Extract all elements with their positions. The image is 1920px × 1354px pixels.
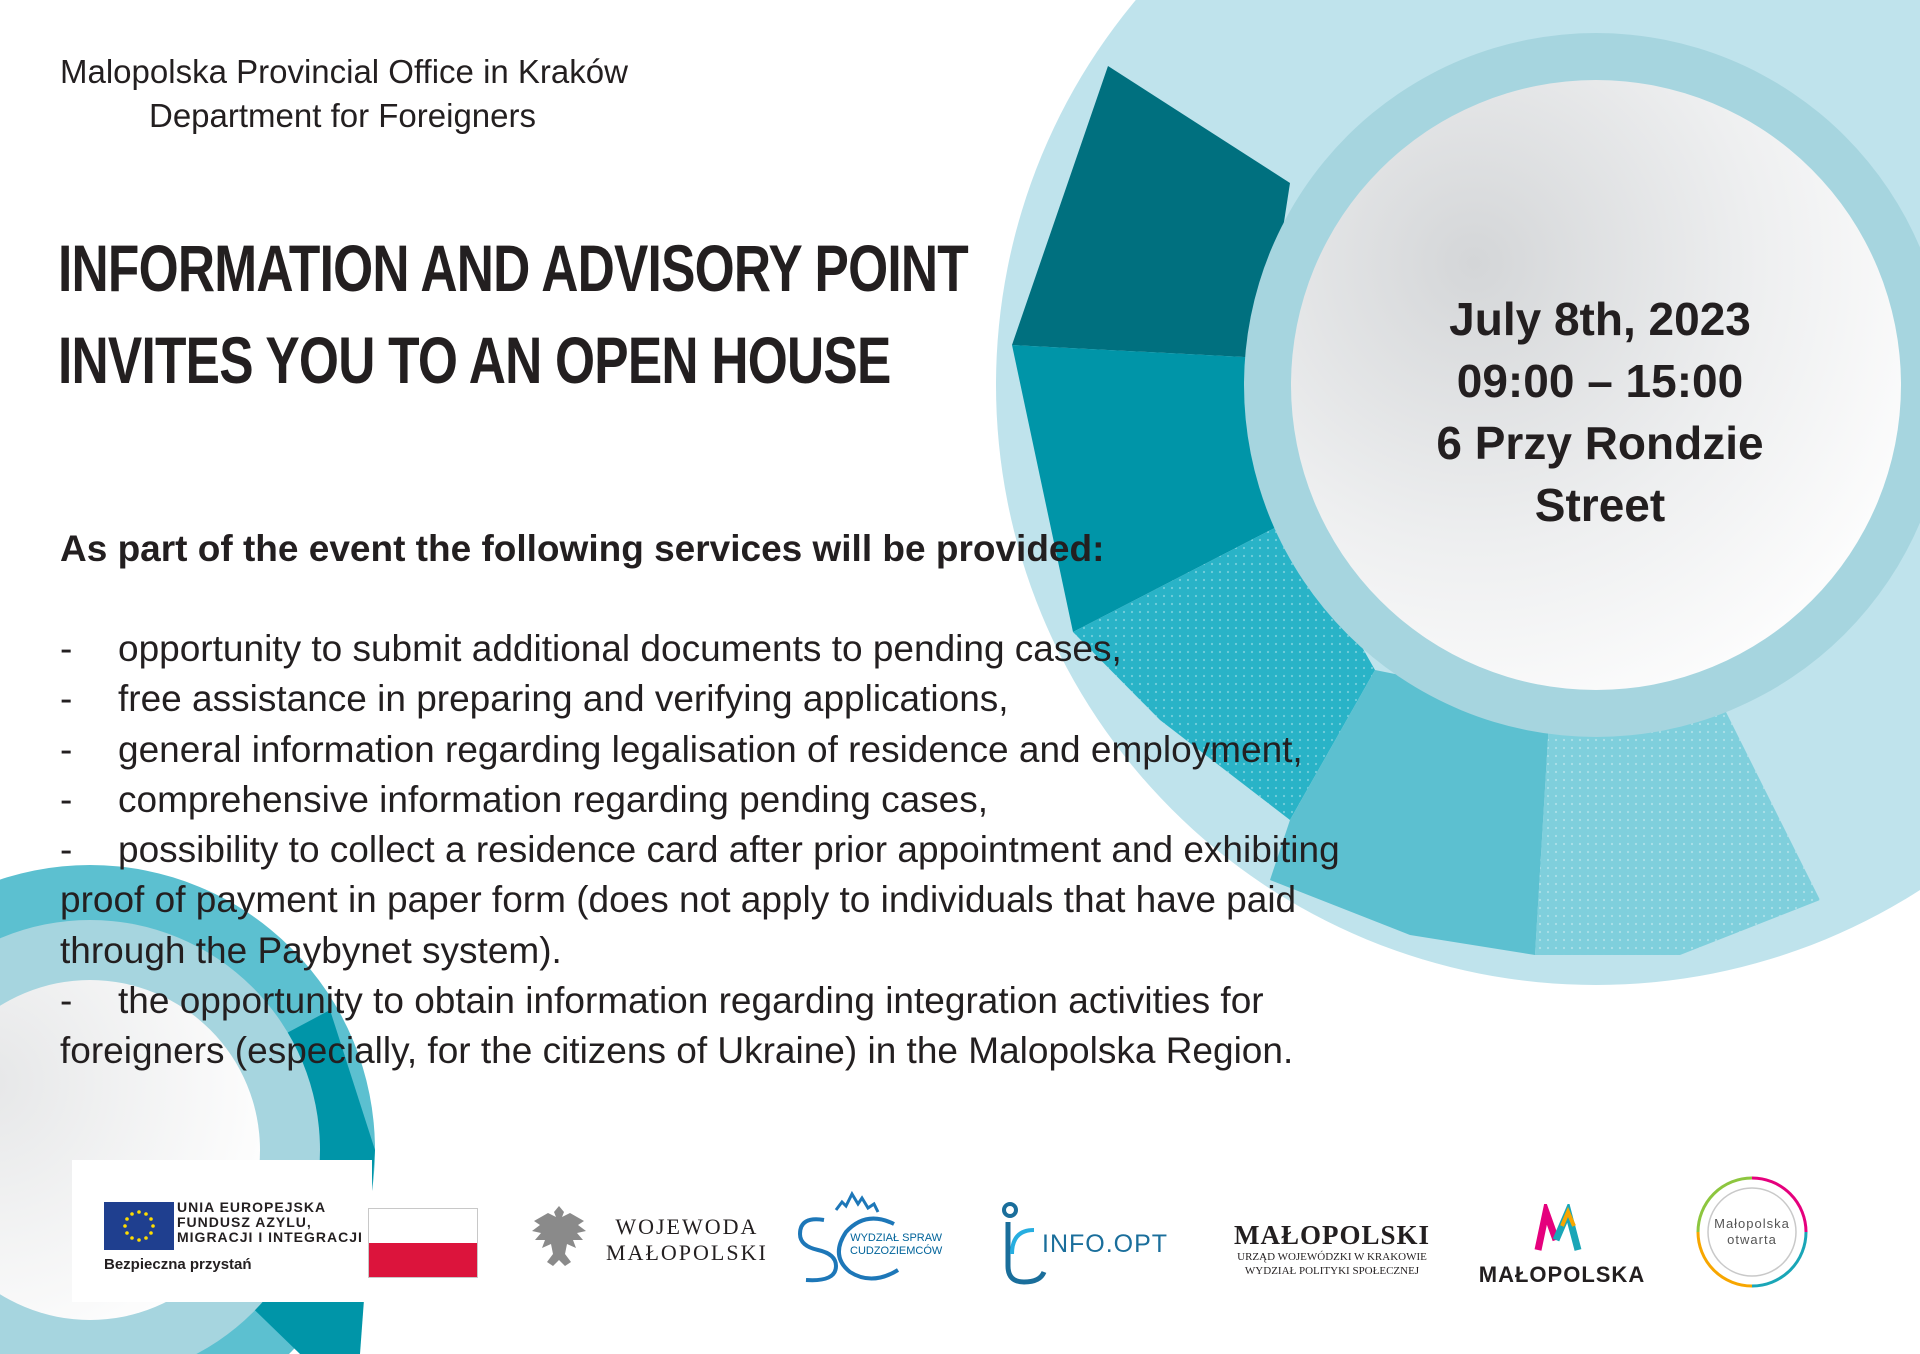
urzad-text-2: URZĄD WOJEWÓDZKI W KRAKOWIE xyxy=(1237,1251,1427,1263)
malopolska-text: MAŁOPOLSKA xyxy=(1478,1262,1646,1287)
title-line-1: INFORMATION AND ADVISORY POINT xyxy=(58,231,968,305)
malopolska-m-icon xyxy=(1532,1204,1592,1254)
otwarta-text-1: Małopolska xyxy=(1714,1216,1790,1231)
bullet-dash: - xyxy=(60,728,73,770)
eu-flag-icon xyxy=(104,1202,174,1250)
service-text: comprehensive information regarding pending cases, xyxy=(118,778,989,820)
eu-text-1: UNIA EUROPEJSKA xyxy=(177,1199,327,1215)
otwarta-text-2: otwarta xyxy=(1727,1232,1777,1247)
event-address-line-1: 6 Przy Rondzie xyxy=(1436,417,1764,469)
department-name: Department for Foreigners xyxy=(149,97,536,134)
service-text: opportunity to submit additional documents to pending cases, xyxy=(118,628,1122,669)
eagle-emblem-icon xyxy=(524,1200,594,1280)
service-item xyxy=(60,624,1480,674)
service-item xyxy=(60,875,1480,925)
service-text: the opportunity to obtain information regarding integration activities for xyxy=(118,980,1264,1022)
service-text: general information regarding legalisation of residence and employment, xyxy=(118,728,1303,770)
title-line-2: INVITES YOU TO AN OPEN HOUSE xyxy=(58,323,891,397)
service-text: through the Paybynet system). xyxy=(60,929,562,971)
eu-fund-logo xyxy=(72,1160,372,1302)
eu-text-3: MIGRACJI I INTEGRACJI xyxy=(177,1229,363,1245)
event-date: July 8th, 2023 xyxy=(1449,293,1751,345)
office-name: Malopolska Provincial Office in Kraków xyxy=(60,53,628,90)
urzad-text-1: MAŁOPOLSKI xyxy=(1233,1220,1431,1250)
wojewoda-logo xyxy=(524,1200,768,1280)
event-details xyxy=(1380,288,1820,536)
service-item xyxy=(60,926,1480,976)
office-header xyxy=(60,50,660,138)
service-item xyxy=(60,825,1480,875)
event-time: 09:00 – 15:00 xyxy=(1456,355,1744,407)
urzad-text-3: WYDZIAŁ POLITYKI SPOŁECZNEJ xyxy=(1244,1265,1420,1277)
wojewoda-text-2: MAŁOPOLSKI xyxy=(606,1240,768,1265)
eu-subtitle: Bezpieczna przystań xyxy=(104,1256,252,1273)
sponsor-logos xyxy=(72,1160,1842,1302)
info-opt-logo xyxy=(998,1200,1168,1290)
wsc-text-1: WYDZIAŁ SPRAW xyxy=(850,1232,943,1244)
event-address-line-2: Street xyxy=(1534,479,1666,531)
malopolska-otwarta-logo xyxy=(1692,1172,1812,1292)
services-list xyxy=(60,624,1480,1077)
bullet-dash: - xyxy=(60,778,73,820)
voivodeship-office-logo xyxy=(1222,1220,1442,1278)
page-title xyxy=(58,222,968,406)
wojewoda-text-1: WOJEWODA xyxy=(615,1214,759,1239)
bullet-dash: - xyxy=(60,980,73,1022)
bullet-dash: - xyxy=(60,678,73,720)
service-text: possibility to collect a residence card after prior appointment and exhibiting xyxy=(118,829,1340,871)
service-item xyxy=(60,775,1480,825)
foreigners-department-logo xyxy=(784,1180,954,1290)
service-item xyxy=(60,976,1480,1026)
service-item xyxy=(60,1026,1480,1076)
bullet-dash: - xyxy=(60,829,73,871)
bullet-dash: - xyxy=(60,628,73,669)
wsc-text-2: CUDZOZIEMCÓW xyxy=(850,1245,943,1257)
service-text: free assistance in preparing and verifying applications, xyxy=(118,678,1009,720)
service-item xyxy=(60,725,1480,775)
info-opt-text: INFO.OPT xyxy=(1042,1230,1169,1258)
service-item xyxy=(60,674,1480,724)
service-text: foreigners (especially, for the citizens of Ukraine) in the Malopolska Region. xyxy=(60,1030,1294,1072)
eu-text-2: FUNDUSZ AZYLU, xyxy=(177,1214,312,1230)
malopolska-logo xyxy=(1472,1200,1652,1300)
poland-flag-icon xyxy=(368,1208,478,1278)
services-intro: As part of the event the following services will be provided: xyxy=(60,528,1105,569)
service-text: proof of payment in paper form (does not apply to individuals that have paid xyxy=(60,879,1297,921)
